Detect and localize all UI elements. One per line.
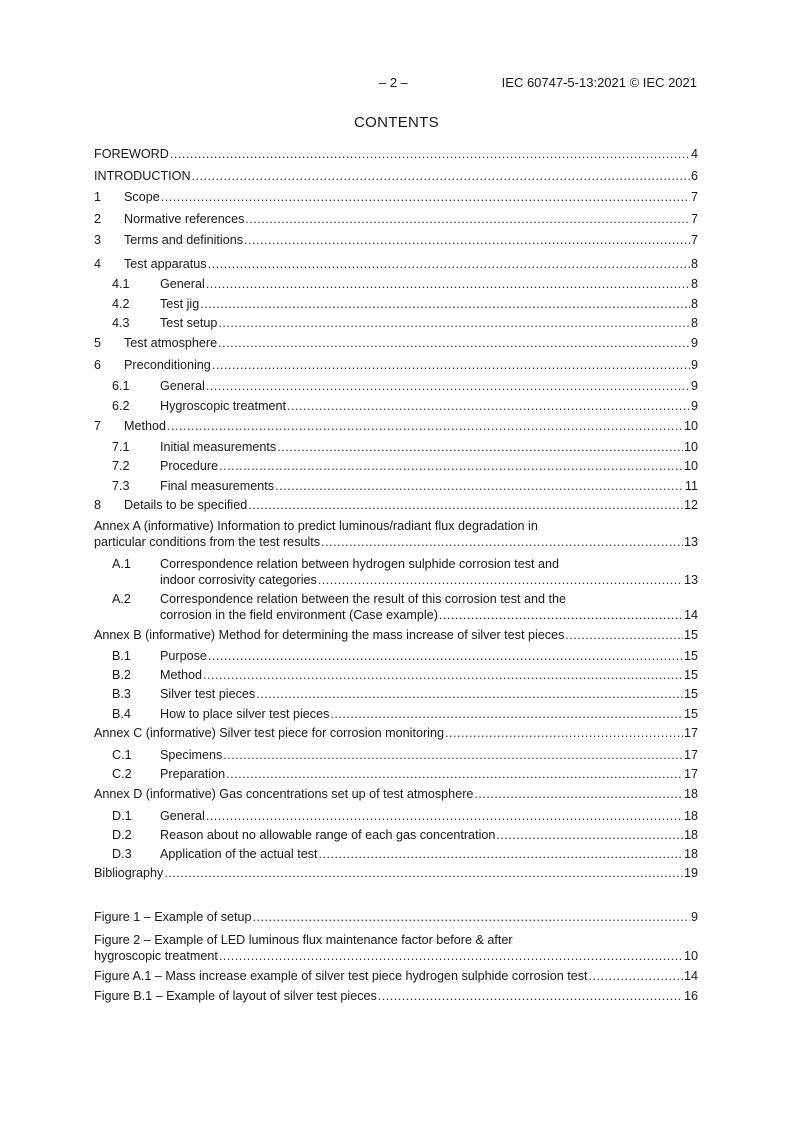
toc-page: 10 <box>683 419 698 433</box>
toc-number: B.4 <box>112 707 131 721</box>
toc-entry-4-3-test-setup[interactable] <box>94 315 698 331</box>
toc-title: Test apparatus <box>124 257 207 271</box>
dot-leader <box>212 357 690 373</box>
toc-title: Final measurements <box>160 479 275 493</box>
toc-title: Annex B (informative) Method for determining the mass increase of silver test pieces <box>94 628 565 642</box>
toc-number: D.3 <box>112 847 132 861</box>
toc-page: 15 <box>683 687 698 701</box>
dot-leader <box>277 439 683 455</box>
figure-title: Figure 1 – Example of setup <box>94 910 252 924</box>
dot-leader <box>330 706 683 722</box>
toc-number: D.2 <box>112 828 132 842</box>
toc-number: 7.3 <box>112 479 130 493</box>
toc-page: 15 <box>683 668 698 682</box>
dot-leader <box>206 378 690 394</box>
toc-entry-c-1[interactable] <box>94 747 698 763</box>
toc-number: 6.2 <box>112 399 130 413</box>
toc-title: Application of the actual test <box>160 847 318 861</box>
toc-page: 13 <box>683 573 698 587</box>
toc-page: 8 <box>690 277 698 291</box>
toc-entry-annex-b[interactable] <box>94 627 698 643</box>
dot-leader <box>253 909 690 925</box>
toc-title: Procedure <box>160 459 219 473</box>
dot-leader <box>208 256 690 272</box>
toc-title: Reason about no allowable range of each gas concentration <box>160 828 496 842</box>
toc-title: Details to be specified <box>124 498 248 512</box>
toc-entry-method[interactable] <box>94 418 698 434</box>
toc-number: 3 <box>94 233 102 247</box>
dot-leader <box>275 478 684 494</box>
dot-leader <box>589 968 683 984</box>
dot-leader <box>208 648 683 664</box>
toc-page: 17 <box>683 726 698 740</box>
toc-page: 13 <box>683 535 698 549</box>
toc-title: Preparation <box>160 767 226 781</box>
toc-number: 4.1 <box>112 277 130 291</box>
toc-title: Test setup <box>160 316 218 330</box>
toc-entry-details-to-be-specified[interactable] <box>94 497 698 513</box>
toc-page: 6 <box>690 169 698 183</box>
toc-title: Specimens <box>160 748 223 762</box>
dot-leader <box>565 627 683 643</box>
toc-page: 8 <box>690 316 698 330</box>
toc-page: 14 <box>683 608 698 622</box>
toc-page: 15 <box>683 649 698 663</box>
toc-entry-annex-d[interactable] <box>94 786 698 802</box>
toc-page: 9 <box>690 399 698 413</box>
dot-leader <box>218 335 690 351</box>
toc-entry-4-2-test-jig[interactable] <box>94 296 698 312</box>
toc-title: Hygroscopic treatment <box>160 399 286 413</box>
toc-title: Method <box>160 668 203 682</box>
toc-entry-preconditioning[interactable] <box>94 357 698 373</box>
dot-leader <box>445 725 683 741</box>
dot-leader <box>439 607 683 623</box>
toc-page: 12 <box>683 498 698 512</box>
toc-entry-b-2[interactable] <box>94 667 698 683</box>
toc-title: Purpose <box>160 649 207 663</box>
dot-leader <box>161 189 690 205</box>
toc-title: How to place silver test pieces <box>160 707 330 721</box>
toc-entry-foreword[interactable] <box>94 146 698 162</box>
toc-page: 7 <box>690 190 698 204</box>
toc-title: Scope <box>124 190 160 204</box>
toc-number: 1 <box>94 190 102 204</box>
toc-entry-b-3[interactable] <box>94 686 698 702</box>
toc-page: 8 <box>690 257 698 271</box>
dot-leader <box>318 572 683 588</box>
toc-title-line-1: Annex A (informative) Information to predict luminous/radiant flux degradation in <box>94 519 538 533</box>
toc-entry-introduction[interactable] <box>94 168 698 184</box>
toc-title: General <box>160 379 205 393</box>
dot-leader <box>200 296 690 312</box>
toc-page: 9 <box>690 358 698 372</box>
toc-number: B.2 <box>112 668 131 682</box>
toc-number: 4 <box>94 257 102 271</box>
toc-entry-6-1-general[interactable] <box>94 378 698 394</box>
toc-title-line-1: Correspondence relation between hydrogen sulphide corrosion test and <box>160 557 560 571</box>
dot-leader <box>248 497 683 513</box>
figure-title: Figure B.1 – Example of layout of silver test pieces <box>94 989 377 1003</box>
figure-entry-2[interactable] <box>94 932 698 964</box>
toc-page: 18 <box>683 828 698 842</box>
figure-page: 10 <box>683 949 698 963</box>
figure-page: 14 <box>683 969 698 983</box>
dot-leader <box>321 534 683 550</box>
toc-number: 5 <box>94 336 102 350</box>
toc-title: Test jig <box>160 297 200 311</box>
toc-page: 17 <box>683 767 698 781</box>
dot-leader <box>167 418 683 434</box>
figure-page: 9 <box>690 910 698 924</box>
toc-page: 7 <box>690 212 698 226</box>
toc-page: 8 <box>690 297 698 311</box>
dot-leader <box>496 827 683 843</box>
toc-page: 19 <box>683 866 698 880</box>
toc-entry-6-2-hygroscopic-treatment[interactable] <box>94 398 698 414</box>
toc-title: Initial measurements <box>160 440 277 454</box>
toc-entry-annex-c[interactable] <box>94 725 698 741</box>
dot-leader <box>226 766 683 782</box>
toc-number: D.1 <box>112 809 132 823</box>
toc-entry-b-1[interactable] <box>94 648 698 664</box>
toc-title: Normative references <box>124 212 245 226</box>
toc-page: 18 <box>683 787 698 801</box>
toc-number: B.3 <box>112 687 131 701</box>
dot-leader <box>256 686 683 702</box>
toc-number: 7.2 <box>112 459 130 473</box>
toc-entry-4-1-general[interactable] <box>94 276 698 292</box>
toc-entry-annex-a[interactable] <box>94 518 698 550</box>
figure-title: Figure A.1 – Mass increase example of silver test piece hydrogen sulphide corrosion test <box>94 969 588 983</box>
toc-title: General <box>160 809 205 823</box>
toc-title: FOREWORD <box>94 147 169 161</box>
dot-leader <box>219 948 683 964</box>
dot-leader <box>219 458 683 474</box>
toc-entry-a-2[interactable] <box>94 591 698 623</box>
figure-entry-1[interactable] <box>94 909 698 925</box>
toc-title-line-2: particular conditions from the test results <box>94 535 321 549</box>
toc-page: 11 <box>684 479 698 493</box>
toc-number: C.2 <box>112 767 132 781</box>
toc-entry-7-3-final-measurements[interactable] <box>94 478 698 494</box>
toc-entry-d-3[interactable] <box>94 846 698 862</box>
toc-number: 8 <box>94 498 102 512</box>
toc-page: 18 <box>683 809 698 823</box>
toc-entry-b-4[interactable] <box>94 706 698 722</box>
toc-title: General <box>160 277 205 291</box>
document-id: IEC 60747-5-13:2021 © IEC 2021 <box>501 75 697 90</box>
dot-leader <box>378 988 683 1004</box>
toc-entry-c-2[interactable] <box>94 766 698 782</box>
toc-entry-a-1[interactable] <box>94 556 698 588</box>
dot-leader <box>245 211 690 227</box>
toc-number: 4.3 <box>112 316 130 330</box>
toc-entry-scope[interactable] <box>94 189 698 205</box>
dot-leader <box>319 846 683 862</box>
dot-leader <box>206 276 690 292</box>
toc-page: 9 <box>690 379 698 393</box>
dot-leader <box>287 398 690 414</box>
toc-title: Preconditioning <box>124 358 211 372</box>
toc-entry-7-1-initial-measurements[interactable] <box>94 439 698 455</box>
toc-number: 2 <box>94 212 102 226</box>
toc-title: Test atmosphere <box>124 336 218 350</box>
toc-title-line-1: Correspondence relation between the result of this corrosion test and the <box>160 592 567 606</box>
toc-page: 17 <box>683 748 698 762</box>
figure-title-line-2: hygroscopic treatment <box>94 949 218 963</box>
figure-page: 16 <box>683 989 698 1003</box>
toc-title: Annex C (informative) Silver test piece for corrosion monitoring <box>94 726 444 740</box>
toc-page: 10 <box>683 440 698 454</box>
toc-title-line-2: corrosion in the field environment (Case example) <box>160 608 438 622</box>
toc-number: 6 <box>94 358 102 372</box>
toc-number: C.1 <box>112 748 132 762</box>
toc-entry-terms-and-definitions[interactable] <box>94 232 698 248</box>
toc-title: Silver test pieces <box>160 687 256 701</box>
toc-entry-d-1[interactable] <box>94 808 698 824</box>
dot-leader <box>474 786 683 802</box>
page-number: – 2 – <box>379 75 408 90</box>
dot-leader <box>164 865 683 881</box>
toc-title: Bibliography <box>94 866 164 880</box>
toc-page: 9 <box>690 336 698 350</box>
dot-leader <box>244 232 690 248</box>
toc-number: 4.2 <box>112 297 130 311</box>
toc-page: 15 <box>683 628 698 642</box>
toc-page: 18 <box>683 847 698 861</box>
figure-title-line-1: Figure 2 – Example of LED luminous flux maintenance factor before & after <box>94 933 513 947</box>
toc-page: 7 <box>690 233 698 247</box>
toc-title: Method <box>124 419 167 433</box>
dot-leader <box>192 168 690 184</box>
toc-entry-test-apparatus[interactable] <box>94 256 698 272</box>
toc-number: 7.1 <box>112 440 130 454</box>
figure-entry-b-1[interactable] <box>94 988 698 1004</box>
toc-entry-normative-references[interactable] <box>94 211 698 227</box>
toc-title: INTRODUCTION <box>94 169 191 183</box>
toc-entry-bibliography[interactable] <box>94 865 698 881</box>
toc-title-line-2: indoor corrosivity categories <box>160 573 317 587</box>
figure-entry-a-1[interactable] <box>94 968 698 984</box>
toc-number: 6.1 <box>112 379 130 393</box>
dot-leader <box>223 747 683 763</box>
toc-page: 15 <box>683 707 698 721</box>
toc-number: 7 <box>94 419 102 433</box>
dot-leader <box>218 315 690 331</box>
toc-title: Terms and definitions <box>124 233 244 247</box>
page-header <box>0 75 793 91</box>
toc-entry-d-2[interactable] <box>94 827 698 843</box>
toc-number: B.1 <box>112 649 131 663</box>
dot-leader <box>206 808 683 824</box>
dot-leader <box>203 667 683 683</box>
toc-title: Annex D (informative) Gas concentrations set up of test atmosphere <box>94 787 474 801</box>
dot-leader <box>170 146 690 162</box>
toc-entry-test-atmosphere[interactable] <box>94 335 698 351</box>
toc-entry-7-2-procedure[interactable] <box>94 458 698 474</box>
toc-page: 4 <box>690 147 698 161</box>
toc-number: A.1 <box>112 557 131 571</box>
contents-heading: CONTENTS <box>354 114 439 131</box>
toc-number: A.2 <box>112 592 131 606</box>
toc-page: 10 <box>683 459 698 473</box>
